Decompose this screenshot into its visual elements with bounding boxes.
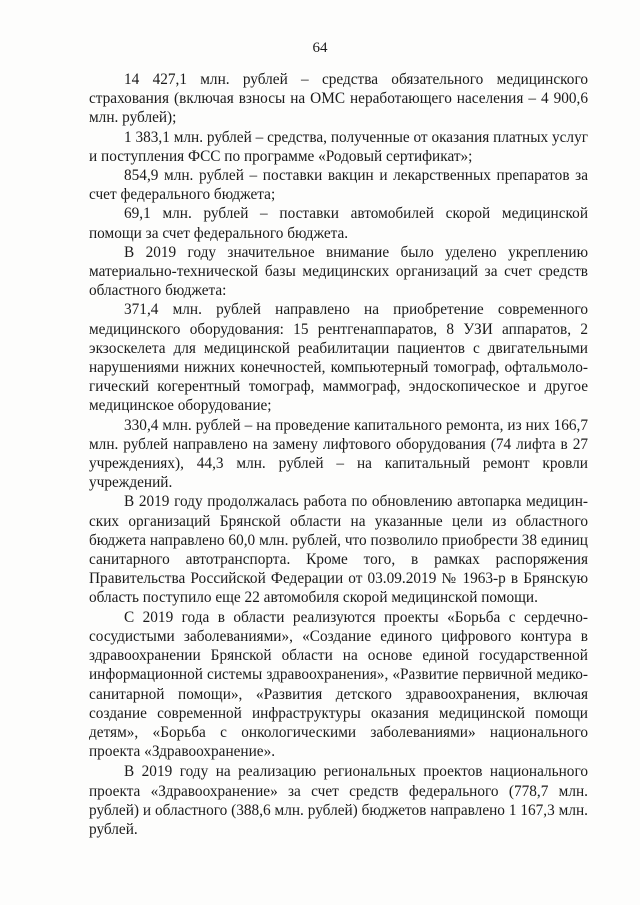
paragraph-capital-repair: 330,4 млн. рублей – на проведение капитального ремонта, из них 166,7 млн. рублей направлено на замену лифтового оборудования (74 лифта в 27 учреждениях), 44,3 млн. рублей – на капитальный ремонт кровли учреждений.	[89, 416, 588, 492]
paragraph-ambulances-federal: 69,1 млн. рублей – поставки автомобилей скорой медицинской помощи за счет федерального бюджета.	[89, 205, 588, 242]
paragraph-paid-services: 1 383,1 млн. рублей – средства, полученные от оказания платных услуг и поступления ФСС по программе «Родовый сертификат»;	[89, 128, 588, 165]
document-body	[89, 70, 588, 839]
paragraph-regional-projects: С 2019 года в области реализуются проекты «Борьба с сердечно-сосудистыми заболеваниями», «Создание единого цифрового контура в здравоохранении Брянской области на основе единой государственной информационной системы здравоохранения», «Развитие первичной медико-санитарной помощи», «Развития детского здравоохранения, включая создание современной инфраструктуры оказания медицинской помощи детям», «Борьба с онкологическими заболеваниями» национального проекта «Здравоохранение».	[89, 608, 588, 761]
paragraph-vehicle-fleet: В 2019 году продолжалась работа по обновлению автопарка медицин-ских организаций Брянской области на указанные цели из областного бюджета направлено 60,0 млн. рублей, что позволило приобрести 38 единиц санитарного автотранспорта. Кроме того, в рамках распоряжения Правительства Российской Федерации от 03.09.2019 № 1963-р в Брянскую область поступило еще 22 автомобиля скорой медицинской помощи.	[89, 493, 588, 607]
paragraph-oms-funds: 14 427,1 млн. рублей – средства обязательного медицинского страхования (включая взносы на ОМС неработающего населения – 4 900,6 млн. рублей);	[89, 71, 588, 127]
page-number: 64	[312, 40, 328, 56]
paragraph-medical-equipment: 371,4 млн. рублей направлено на приобретение современного медицинского оборудования: 15 рентгенаппаратов, 8 УЗИ аппаратов, 2 экзоскелета для медицинской реабилитации пациентов с двигательными нарушениями нижних конечностей, компьютерный томограф, офтальмоло-гический когерентный томограф, маммограф, эндоскопическое и другое медицинское оборудование;	[89, 301, 588, 415]
paragraph-vaccines: 854,9 млн. рублей – поставки вакцин и лекарственных препаратов за счет федерального бюджета;	[89, 167, 588, 204]
paragraph-project-funding: В 2019 году на реализацию региональных проектов национального проекта «Здравоохранение» за счет средств федерального (778,7 млн. рублей) и областного (388,6 млн. рублей) бюджетов направлено 1 167,3 млн. рублей.	[89, 763, 588, 838]
paragraph-infrastructure-intro: В 2019 году значительное внимание было уделено укреплению материально-технической базы медицинских организаций за счет средств областного бюджета:	[89, 243, 588, 300]
